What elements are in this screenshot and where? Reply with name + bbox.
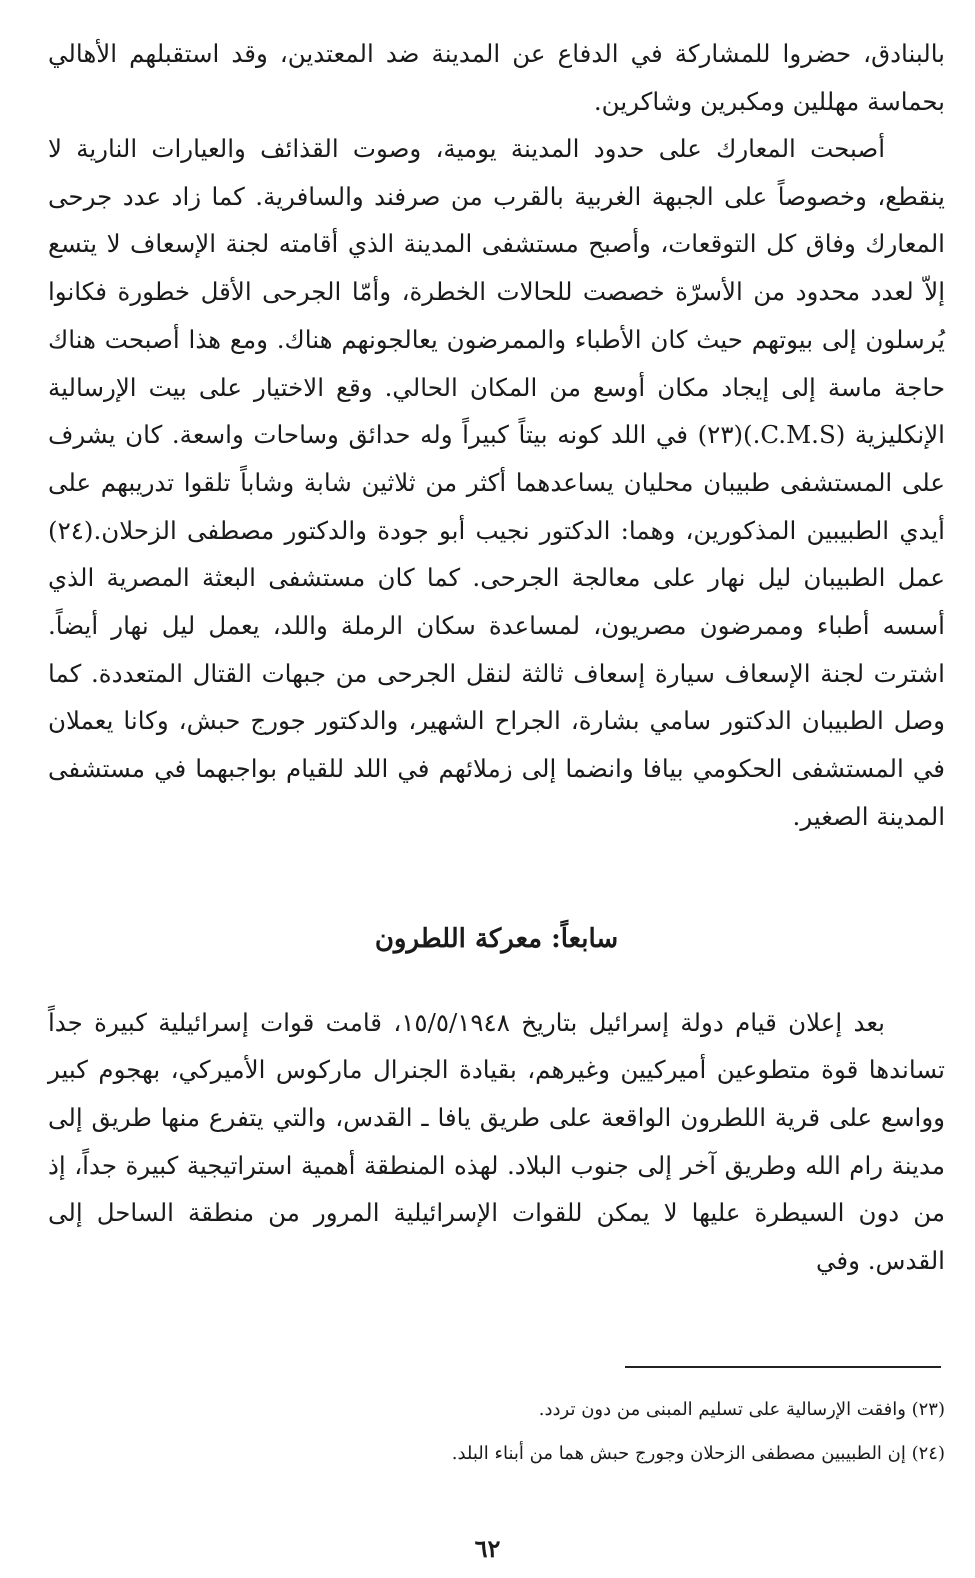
- footnote-24: (٢٤) إن الطبيبين مصطفى الزحلان وجورج حبش هما من أبناء البلد.: [451, 1443, 945, 1464]
- paragraph-latrun: بعد إعلان قيام دولة إسرائيل بتاريخ ١٥/٥/١٩٤٨، قامت قوات إسرائيلية كبيرة جداً تساندها قوة متطوعين أميركيين وغيرهم، بقيادة الجنرال ماركوس الأميركي، بهجوم كبير وواسع على قرية اللطرون الواقعة على طريق يافا ـ القدس، والتي يتفرع منها طريق إلى مدينة رام الله وطريق آخر إلى جنوب البلاد. لهذه المنطقة أهمية استراتيجية كبيرة جداً، إذ من دون السيطرة عليها لا يمكن للقوات الإسرائيلية المرور من منطقة الساحل إلى القدس. وفي: [48, 1007, 945, 1276]
- footnote-23: (٢٣) وافقت الإرسالية على تسليم المبنى من دون تردد.: [538, 1399, 945, 1420]
- paragraph-continuation: بالبنادق، حضروا للمشاركة في الدفاع عن المدينة ضد المعتدين، وقد استقبلهم الأهالي بحماسة مهللين ومكبرين وشاكرين.: [48, 39, 945, 116]
- section-heading: سابعاً: معركة اللطرون: [374, 923, 619, 954]
- footnotes: [48, 1388, 945, 1476]
- page-number: ٦٢: [474, 1534, 501, 1563]
- footnote-divider: [625, 1366, 941, 1368]
- paragraph-hospital: أصبحت المعارك على حدود المدينة يومية، وصوت القذائف والعيارات النارية لا ينقطع، وخصوصاً على الجبهة الغربية بالقرب من صرفند والسافرية. كما زاد عدد جرحى المعارك وفاق كل التوقعات، وأصبح مستشفى المدينة الذي أقامته لجنة الإسعاف لا يتسع إلاّ لعدد محدود من الأسرّة خصصت للحالات الخطرة، وأمّا الجرحى الأقل خطورة فكانوا يُرسلون إلى بيوتهم حيث كان الأطباء والممرضون يعالجونهم هناك. ومع هذا أصبحت هناك حاجة ماسة إلى إيجاد مكان أوسع من المكان الحالي. وقع الاختيار على بيت الإرسالية الإنكليزية (C.M.S.)(٢٣) في اللد كونه بيتاً كبيراً وله حدائق وساحات واسعة. كان يشرف على المستشفى طبيبان محليان يساعدهما أكثر من ثلاثين شابة وشاباً تلقوا تدريبهم على أيدي الطبيبين المذكورين، وهما: الدكتور نجيب أبو جودة والدكتور مصطفى الزحلان.(٢٤) عمل الطبيبان ليل نهار على معالجة الجرحى. كما كان مستشفى البعثة المصرية الذي أسسه أطباء وممرضون مصريون، لمساعدة سكان الرملة واللد، يعمل ليل نهار أيضاً. اشترت لجنة الإسعاف سيارة إسعاف ثالثة لنقل الجرحى من جبهات القتال المتعددة. كما وصل الطبيبان الدكتور سامي بشارة، الجراح الشهير، والدكتور جورج حبش، وكانا يعملان في المستشفى الحكومي بيافا وانضما إلى زملائهم في اللد للقيام بواجبهما في مستشفى المدينة الصغير.: [48, 134, 945, 831]
